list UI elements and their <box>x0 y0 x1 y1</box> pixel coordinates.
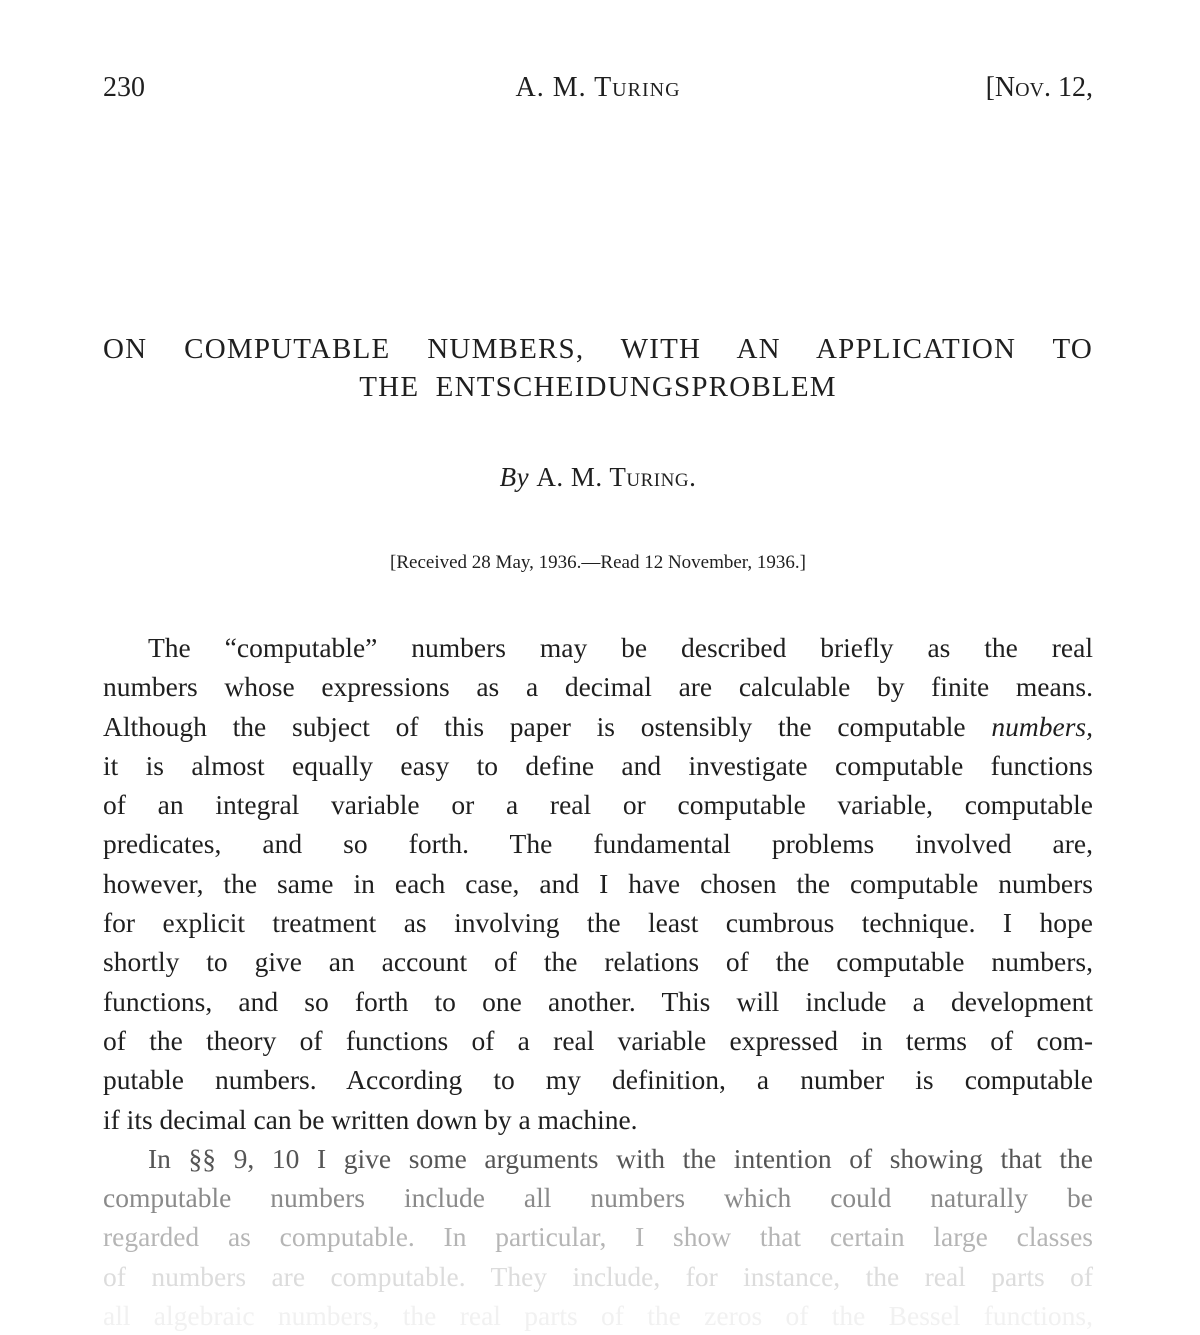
abstract-body <box>103 628 1093 1335</box>
paragraph2-line: computable numbers include all numbers which could naturally be <box>103 1182 1093 1214</box>
paragraph2-line: all algebraic numbers, the real parts of the zeros of the Bessel functions, <box>103 1300 1093 1332</box>
paper-title <box>103 330 1093 406</box>
paragraph2-line: of numbers are computable. They include, for instance, the real parts of <box>103 1260 1093 1292</box>
paragraph1-line: shortly to give an account of the relations of the computable numbers, <box>103 946 1093 978</box>
paragraph1-line: of an integral variable or a real or computable variable, computable <box>103 789 1093 821</box>
paragraph1-line: putable numbers. According to my definition, a number is computable <box>103 1064 1093 1096</box>
paragraph1-line <box>103 707 1093 746</box>
paragraph1-line: functions, and so forth to one another. This will include a development <box>103 985 1093 1017</box>
title-line-1: ON COMPUTABLE NUMBERS, WITH AN APPLICATION TO <box>103 333 1093 365</box>
received-note: [Received 28 May, 1936.—Read 12 November, 1936.] <box>390 552 806 573</box>
paragraph1-line: predicates, and so forth. The fundamental problems involved are, <box>103 828 1093 860</box>
byline-author: A. M. Turing. <box>536 462 697 492</box>
paragraph1-line: if its decimal can be written down by a machine. <box>103 1103 638 1135</box>
paragraph1-line-text: Although the subject of this paper is ostensibly the computable <box>103 710 966 742</box>
title-line-2: THE ENTSCHEIDUNGSPROBLEM <box>359 371 837 403</box>
running-head <box>103 72 1093 108</box>
paragraph1-line: numbers whose expressions as a decimal are calculable by finite means. <box>103 671 1093 703</box>
paragraph1-line: however, the same in each case, and I have chosen the computable numbers <box>103 867 1093 899</box>
paragraph1-line: The “computable” numbers may be described briefly as the real <box>148 632 1093 663</box>
running-head-author: A. M. Turing <box>515 72 681 103</box>
paragraph2-line: regarded as computable. In particular, I show that certain large classes <box>103 1221 1093 1253</box>
byline-prefix: By <box>499 462 530 492</box>
page-number: 230 <box>103 72 145 103</box>
paragraph1-line: for explicit treatment as involving the least cumbrous technique. I hope <box>103 907 1093 939</box>
emphasis-word: numbers, <box>991 710 1094 742</box>
paragraph2-line: In §§ 9, 10 I give some arguments with the intention of showing that the <box>148 1142 1093 1174</box>
running-head-date: [Nov. 12, <box>985 72 1093 103</box>
paragraph1-line: of the theory of functions of a real variable expressed in terms of com- <box>103 1024 1093 1056</box>
byline <box>103 462 1093 493</box>
paragraph1-line: it is almost equally easy to define and investigate computable functions <box>103 749 1093 781</box>
